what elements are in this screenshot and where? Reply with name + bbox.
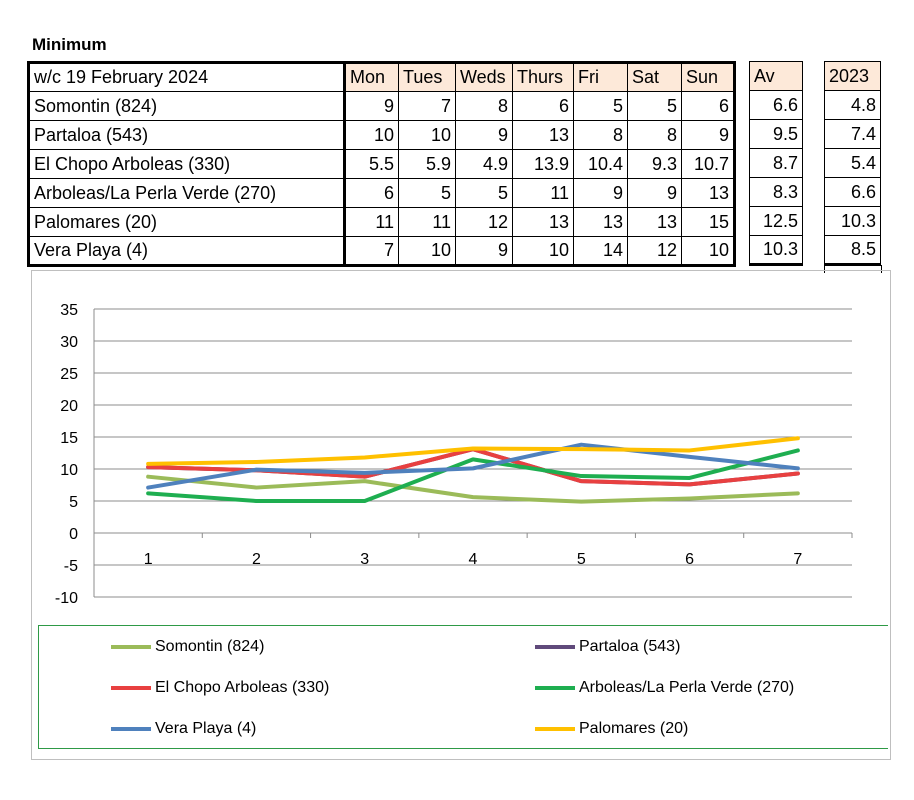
table-row <box>750 149 803 178</box>
value-cell: 7 <box>345 237 399 266</box>
table-row <box>750 207 803 236</box>
legend-label: Vera Playa (4) <box>155 720 257 737</box>
y-tick-label: 30 <box>60 334 78 351</box>
table-row <box>825 120 881 149</box>
year-2023-cell: 8.5 <box>825 236 881 265</box>
value-cell: 8 <box>628 121 682 150</box>
value-cell: 5 <box>456 179 513 208</box>
year-2023-cell: 7.4 <box>825 120 881 149</box>
table-row <box>29 237 735 266</box>
value-cell: 5 <box>628 92 682 121</box>
value-cell: 9 <box>456 121 513 150</box>
page-title: Minimum <box>32 35 107 54</box>
table-row <box>825 207 881 236</box>
x-tick-label: 3 <box>360 551 370 568</box>
value-cell: 13 <box>682 179 735 208</box>
value-cell: 9 <box>345 92 399 121</box>
day-header: Fri <box>574 63 628 92</box>
table-row <box>29 150 735 179</box>
year-2023-cell: 6.6 <box>825 178 881 207</box>
legend-swatch <box>535 686 575 690</box>
y-tick-label: 35 <box>60 302 78 319</box>
year-2023-header: 2023 <box>825 62 881 91</box>
chart-legend <box>38 625 888 749</box>
table-row <box>29 92 735 121</box>
legend-entry <box>535 679 794 697</box>
legend-swatch <box>535 727 575 731</box>
value-cell: 13 <box>513 121 574 150</box>
value-cell: 10.7 <box>682 150 735 179</box>
value-cell: 13 <box>574 208 628 237</box>
legend-swatch <box>111 727 151 731</box>
legend-entry <box>111 679 329 697</box>
value-cell: 12 <box>456 208 513 237</box>
legend-label: Palomares (20) <box>579 720 689 737</box>
x-tick-label: 4 <box>468 551 478 568</box>
average-cell: 10.3 <box>750 236 803 265</box>
y-tick-label: 10 <box>60 462 78 479</box>
x-tick-label: 1 <box>143 551 153 568</box>
value-cell: 15 <box>682 208 735 237</box>
station-name: Vera Playa (4) <box>29 237 345 266</box>
legend-label: Partaloa (543) <box>579 638 681 655</box>
value-cell: 10.4 <box>574 150 628 179</box>
day-header: Thurs <box>513 63 574 92</box>
table-row <box>29 208 735 237</box>
table-row <box>750 120 803 149</box>
station-name: Partaloa (543) <box>29 121 345 150</box>
value-cell: 10 <box>399 237 456 266</box>
y-tick-label: 5 <box>69 494 78 511</box>
day-header: Sun <box>682 63 735 92</box>
week-label: w/c 19 February 2024 <box>29 63 345 92</box>
value-cell: 10 <box>682 237 735 266</box>
value-cell: 12 <box>628 237 682 266</box>
legend-entry <box>535 720 688 738</box>
value-cell: 10 <box>399 121 456 150</box>
year-2023-cell: 10.3 <box>825 207 881 236</box>
x-tick-label: 7 <box>793 551 803 568</box>
value-cell: 4.9 <box>456 150 513 179</box>
day-header: Mon <box>345 63 399 92</box>
table-row <box>750 236 803 265</box>
value-cell: 8 <box>574 121 628 150</box>
table-row <box>750 178 803 207</box>
value-cell: 6 <box>513 92 574 121</box>
average-cell: 6.6 <box>750 91 803 120</box>
station-name: Arboleas/La Perla Verde (270) <box>29 179 345 208</box>
minimum-table <box>27 61 736 267</box>
table-row <box>825 91 881 120</box>
value-cell: 5 <box>399 179 456 208</box>
value-cell: 11 <box>345 208 399 237</box>
y-tick-label: -10 <box>54 590 78 607</box>
y-tick-label: 0 <box>69 526 78 543</box>
legend-entry <box>111 720 256 738</box>
table-row <box>825 149 881 178</box>
legend-label: Somontin (824) <box>155 638 265 655</box>
value-cell: 8 <box>456 92 513 121</box>
y-tick-label: 25 <box>60 366 78 383</box>
value-cell: 5.9 <box>399 150 456 179</box>
average-cell: 12.5 <box>750 207 803 236</box>
value-cell: 9 <box>456 237 513 266</box>
day-header: Tues <box>399 63 456 92</box>
table-row <box>825 236 881 265</box>
value-cell: 7 <box>399 92 456 121</box>
legend-label: El Chopo Arboleas (330) <box>155 679 330 696</box>
legend-swatch <box>535 645 575 649</box>
year-2023-table <box>824 61 881 266</box>
value-cell: 10 <box>513 237 574 266</box>
average-cell: 9.5 <box>750 120 803 149</box>
year-2023-cell: 5.4 <box>825 149 881 178</box>
value-cell: 6 <box>345 179 399 208</box>
value-cell: 13 <box>628 208 682 237</box>
legend-swatch <box>111 645 151 649</box>
average-cell: 8.3 <box>750 178 803 207</box>
average-table <box>749 61 803 266</box>
value-cell: 9 <box>574 179 628 208</box>
x-tick-label: 2 <box>251 551 261 568</box>
legend-entry <box>111 638 264 656</box>
value-cell: 9.3 <box>628 150 682 179</box>
x-tick-label: 6 <box>685 551 695 568</box>
value-cell: 14 <box>574 237 628 266</box>
table-row <box>825 62 881 91</box>
average-header: Av <box>750 62 803 91</box>
table-row <box>750 62 803 91</box>
station-name: Somontin (824) <box>29 92 345 121</box>
value-cell: 13.9 <box>513 150 574 179</box>
y-tick-label: 15 <box>60 430 78 447</box>
table-row <box>825 178 881 207</box>
y-tick-label: -5 <box>63 558 78 575</box>
year-2023-cell: 4.8 <box>825 91 881 120</box>
x-tick-label: 5 <box>576 551 586 568</box>
header-row <box>29 63 735 92</box>
value-cell: 11 <box>399 208 456 237</box>
value-cell: 9 <box>628 179 682 208</box>
value-cell: 5 <box>574 92 628 121</box>
station-name: El Chopo Arboleas (330) <box>29 150 345 179</box>
legend-entry <box>535 638 680 656</box>
table-row <box>750 91 803 120</box>
average-cell: 8.7 <box>750 149 803 178</box>
y-tick-label: 20 <box>60 398 78 415</box>
value-cell: 9 <box>682 121 735 150</box>
table-row <box>29 179 735 208</box>
value-cell: 11 <box>513 179 574 208</box>
value-cell: 13 <box>513 208 574 237</box>
value-cell: 5.5 <box>345 150 399 179</box>
legend-label: Arboleas/La Perla Verde (270) <box>579 679 795 696</box>
table-row <box>29 121 735 150</box>
legend-swatch <box>111 686 151 690</box>
value-cell: 10 <box>345 121 399 150</box>
day-header: Weds <box>456 63 513 92</box>
station-name: Palomares (20) <box>29 208 345 237</box>
series-line <box>148 477 798 502</box>
value-cell: 6 <box>682 92 735 121</box>
day-header: Sat <box>628 63 682 92</box>
